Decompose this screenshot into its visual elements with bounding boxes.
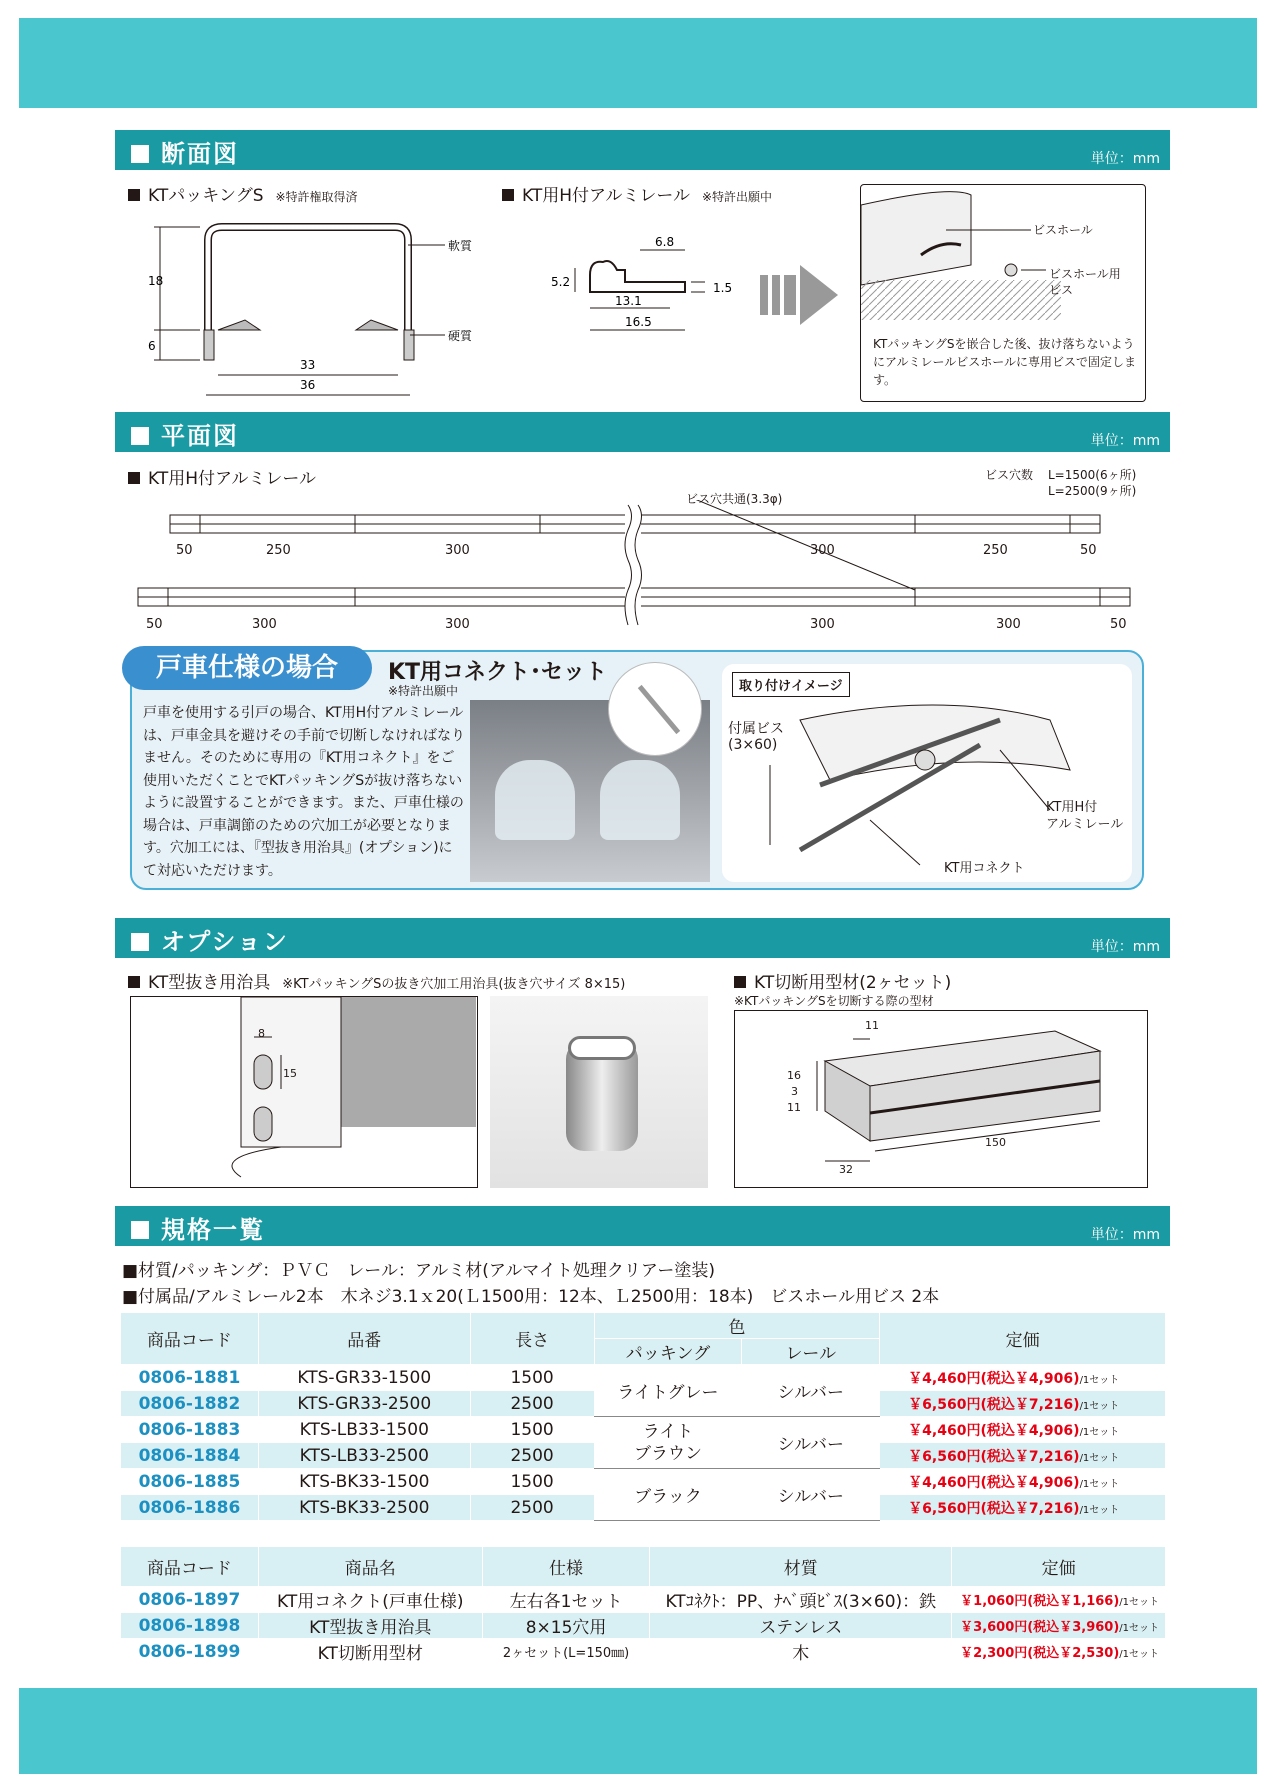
table-cell-length: 2500 bbox=[470, 1443, 594, 1469]
table-cell-price: ￥4,460円(税込￥4,906)/1セット bbox=[880, 1365, 1166, 1391]
th-code: 商品コード bbox=[121, 1313, 259, 1365]
hard-label: 硬質 bbox=[448, 329, 473, 343]
plan-row2-dim-2: 300 bbox=[252, 617, 277, 632]
jig-label: KT型抜き用治具 ※KTパッキングSの抜き穴加工用治具(抜き穴サイズ 8×15) bbox=[128, 968, 625, 993]
bottom-band bbox=[19, 1688, 1257, 1774]
plan-row2-dim-3: 300 bbox=[445, 617, 470, 632]
plan-row1-dim-5: 250 bbox=[983, 543, 1008, 558]
table-cell-price: ￥6,560円(税込￥7,216)/1セット bbox=[880, 1495, 1166, 1521]
dim-33: 33 bbox=[300, 358, 316, 372]
table-cell-spec: 8×15穴用 bbox=[482, 1613, 650, 1639]
jig-diagram-box bbox=[130, 996, 478, 1188]
th-price: 定価 bbox=[952, 1547, 1166, 1587]
hole-note: ビス穴共通(3.3φ) bbox=[686, 492, 783, 506]
dim-5-2: 5.2 bbox=[551, 275, 571, 289]
dim-6-8: 6.8 bbox=[655, 235, 675, 249]
set-title: KT用コネクト･セット bbox=[388, 660, 608, 685]
cut-diagram-box bbox=[734, 1010, 1148, 1188]
dim-3: 3 bbox=[791, 1085, 798, 1098]
table-cell-part: KTS-BK33-1500 bbox=[258, 1469, 470, 1495]
rail-label: KT用H付アルミレール ※特許出願中 bbox=[502, 181, 772, 206]
plan-rail-label: KT用H付アルミレール bbox=[128, 464, 316, 489]
th-price: 定価 bbox=[880, 1313, 1166, 1365]
dim-13-1: 13.1 bbox=[615, 294, 642, 308]
table-cell-code: 0806-1883 bbox=[121, 1417, 259, 1443]
unit-label: 単位：mm bbox=[1090, 433, 1160, 449]
install-text: KTパッキングSを嵌合した後、抜け落ちないようにアルミレールビスホールに専用ビスで固定します。 bbox=[873, 337, 1137, 387]
th-length: 長さ bbox=[470, 1313, 594, 1365]
table-cell-name: KT用コネクト(戸車仕様) bbox=[258, 1587, 482, 1613]
dim-11b: 11 bbox=[787, 1101, 801, 1114]
bisu-for-label: ビスホール用 bbox=[1049, 267, 1121, 281]
jig-diagram bbox=[131, 997, 479, 1189]
dim-36: 36 bbox=[300, 378, 316, 392]
dim-150: 150 bbox=[985, 1136, 1006, 1149]
rail-label-2: アルミレール bbox=[1046, 817, 1124, 832]
holes-2500: L=2500(9ヶ所) bbox=[1048, 484, 1137, 498]
table-cell-part: KTS-GR33-1500 bbox=[258, 1365, 470, 1391]
door-body: 戸車を使用する引戸の場合、KT用H付アルミレールは、戸車金具を避けその手前で切断しなければなりません。そのために専用の『KT用コネクト』をご使用いただくことでKTパッキングSが抜け落ちないように設置することができます。また、戸車仕様の場合は、戸車調節のための穴加工が必要となります。穴加工には、『型抜き用治具』(オプション)にて対応いただけます。 bbox=[143, 705, 465, 879]
table-cell-part: KTS-BK33-2500 bbox=[258, 1495, 470, 1521]
th-rail: レール bbox=[742, 1339, 880, 1365]
dim-18: 18 bbox=[148, 274, 164, 288]
table-cell-code: 0806-1882 bbox=[121, 1391, 259, 1417]
section-header-option bbox=[115, 918, 1170, 958]
table-cell-part: KTS-LB33-1500 bbox=[258, 1417, 470, 1443]
th-spec: 仕様 bbox=[482, 1547, 650, 1587]
spec-line-2: ■付属品/アルミレール2本 木ネジ3.1ｘ20(Ｌ1500用：12本、Ｌ2500用：18本) ビスホール用ビス 2本 bbox=[122, 1287, 940, 1307]
table-cell-price: ￥4,460円(税込￥4,906)/1セット bbox=[880, 1469, 1166, 1495]
dim-15: 15 bbox=[283, 1067, 297, 1080]
option-table bbox=[120, 1546, 1166, 1665]
install-detail-box bbox=[860, 184, 1146, 402]
plan-row1-dim-2: 250 bbox=[266, 543, 291, 558]
table-cell-price: ￥1,060円(税込￥1,166)/1セット bbox=[952, 1587, 1166, 1613]
table-cell-rail: シルバー bbox=[742, 1365, 880, 1417]
table-cell-price: ￥4,460円(税込￥4,906)/1セット bbox=[880, 1417, 1166, 1443]
table-cell-price: ￥3,600円(税込￥3,960)/1セット bbox=[952, 1613, 1166, 1639]
table-cell-length: 1500 bbox=[470, 1469, 594, 1495]
install-image-illustration bbox=[740, 690, 1130, 875]
table-cell-code: 0806-1881 bbox=[121, 1365, 259, 1391]
section-header-cross bbox=[115, 130, 1170, 170]
plan-row1-dim-6: 50 bbox=[1080, 543, 1097, 558]
holes-1500: L=1500(6ヶ所) bbox=[1048, 468, 1137, 482]
spec-table bbox=[120, 1312, 1166, 1521]
rail-label: KT用H付 bbox=[1046, 800, 1098, 815]
table-cell-code: 0806-1899 bbox=[121, 1639, 259, 1665]
dim-6: 6 bbox=[148, 339, 156, 353]
table-cell-rail: シルバー bbox=[742, 1469, 880, 1521]
cut-diagram bbox=[735, 1011, 1149, 1189]
door-spec-badge: 戸車仕様の場合 bbox=[122, 646, 372, 690]
plan-rail-diagram bbox=[130, 500, 1140, 630]
table-cell-code: 0806-1886 bbox=[121, 1495, 259, 1521]
table-cell-material: KTｺﾈｸﾄ：PP、ﾅﾍﾞ頭ﾋﾞｽ(3×60)：鉄 bbox=[650, 1587, 952, 1613]
dim-16-5: 16.5 bbox=[625, 315, 652, 329]
jig-photo bbox=[490, 996, 708, 1188]
dim-16: 16 bbox=[787, 1069, 801, 1082]
th-code: 商品コード bbox=[121, 1547, 259, 1587]
section-title: 規格一覧 bbox=[131, 1210, 265, 1245]
install-detail-illustration bbox=[861, 185, 1147, 325]
top-band bbox=[19, 18, 1257, 108]
th-packing: パッキング bbox=[594, 1339, 742, 1365]
table-cell-packing: ライト ブラウン bbox=[594, 1417, 742, 1469]
install-image-title: 取り付けイメージ bbox=[732, 672, 850, 697]
soft-label: 軟質 bbox=[448, 239, 473, 253]
screw-photo bbox=[608, 662, 702, 756]
table-cell-part: KTS-GR33-2500 bbox=[258, 1391, 470, 1417]
table-cell-price: ￥6,560円(税込￥7,216)/1セット bbox=[880, 1443, 1166, 1469]
bisu-label: ビス bbox=[1049, 283, 1074, 297]
screw-size: (3×60) bbox=[728, 737, 778, 753]
th-color: 色 bbox=[594, 1313, 880, 1339]
table-cell-code: 0806-1884 bbox=[121, 1443, 259, 1469]
unit-label: 単位：mm bbox=[1090, 1227, 1160, 1243]
packing-label: KTパッキングS ※特許権取得済 bbox=[128, 181, 358, 206]
table-cell-code: 0806-1885 bbox=[121, 1469, 259, 1495]
table-cell-length: 1500 bbox=[470, 1417, 594, 1443]
cut-label: KT切断用型材(2ヶセット) bbox=[734, 968, 951, 993]
table-cell-part: KTS-LB33-2500 bbox=[258, 1443, 470, 1469]
table-cell-name: KT切断用型材 bbox=[258, 1639, 482, 1665]
plan-row2-dim-5: 300 bbox=[996, 617, 1021, 632]
table-cell-material: ステンレス bbox=[650, 1613, 952, 1639]
dim-11: 11 bbox=[865, 1019, 879, 1032]
holes-title: ビス穴数 bbox=[985, 468, 1034, 482]
section-header-plan bbox=[115, 412, 1170, 452]
bisu-hole-label: ビスホール bbox=[1033, 223, 1093, 237]
unit-label: 単位：mm bbox=[1090, 939, 1160, 955]
section-title: 断面図 bbox=[131, 134, 239, 169]
plan-row2-dim-1: 50 bbox=[146, 617, 163, 632]
cut-note: ※KTパッキングSを切断する際の型材 bbox=[734, 994, 934, 1008]
arrow-icon bbox=[760, 250, 840, 340]
table-cell-code: 0806-1897 bbox=[121, 1587, 259, 1613]
table-cell-spec: 2ヶセット(L=150㎜) bbox=[482, 1639, 650, 1665]
screw-label: 付属ビス bbox=[728, 721, 784, 737]
plan-row2-dim-4: 300 bbox=[810, 617, 835, 632]
plan-row1-dim-4: 300 bbox=[810, 543, 835, 558]
table-cell-length: 2500 bbox=[470, 1391, 594, 1417]
dim-32: 32 bbox=[839, 1163, 853, 1176]
rail-cross-section-diagram bbox=[545, 230, 745, 350]
th-part: 品番 bbox=[258, 1313, 470, 1365]
section-header-spec bbox=[115, 1206, 1170, 1246]
set-note: ※特許出願中 bbox=[388, 684, 459, 698]
table-cell-price: ￥6,560円(税込￥7,216)/1セット bbox=[880, 1391, 1166, 1417]
packing-cross-section-diagram bbox=[140, 205, 480, 405]
table-cell-price: ￥2,300円(税込￥2,530)/1セット bbox=[952, 1639, 1166, 1665]
section-title: オプション bbox=[131, 922, 289, 957]
plan-row1-dim-1: 50 bbox=[176, 543, 193, 558]
plan-row2-dim-6: 50 bbox=[1110, 617, 1127, 632]
section-title: 平面図 bbox=[131, 416, 239, 451]
table-cell-length: 1500 bbox=[470, 1365, 594, 1391]
table-cell-length: 2500 bbox=[470, 1495, 594, 1521]
th-name: 商品名 bbox=[258, 1547, 482, 1587]
table-cell-rail: シルバー bbox=[742, 1417, 880, 1469]
table-cell-packing: ブラック bbox=[594, 1469, 742, 1521]
table-cell-code: 0806-1898 bbox=[121, 1613, 259, 1639]
table-cell-spec: 左右各1セット bbox=[482, 1587, 650, 1613]
table-cell-packing: ライトグレー bbox=[594, 1365, 742, 1417]
th-material: 材質 bbox=[650, 1547, 952, 1587]
table-cell-name: KT型抜き用治具 bbox=[258, 1613, 482, 1639]
unit-label: 単位：mm bbox=[1090, 151, 1160, 167]
spec-line-1: ■材質/パッキング：ＰＶＣ レール：アルミ材(アルマイト処理クリアー塗装) bbox=[122, 1261, 715, 1281]
table-cell-material: 木 bbox=[650, 1639, 952, 1665]
connect-label: KT用コネクト bbox=[944, 861, 1025, 876]
plan-row1-dim-3: 300 bbox=[445, 543, 470, 558]
dim-8: 8 bbox=[258, 1027, 265, 1040]
dim-1-5: 1.5 bbox=[713, 281, 733, 295]
